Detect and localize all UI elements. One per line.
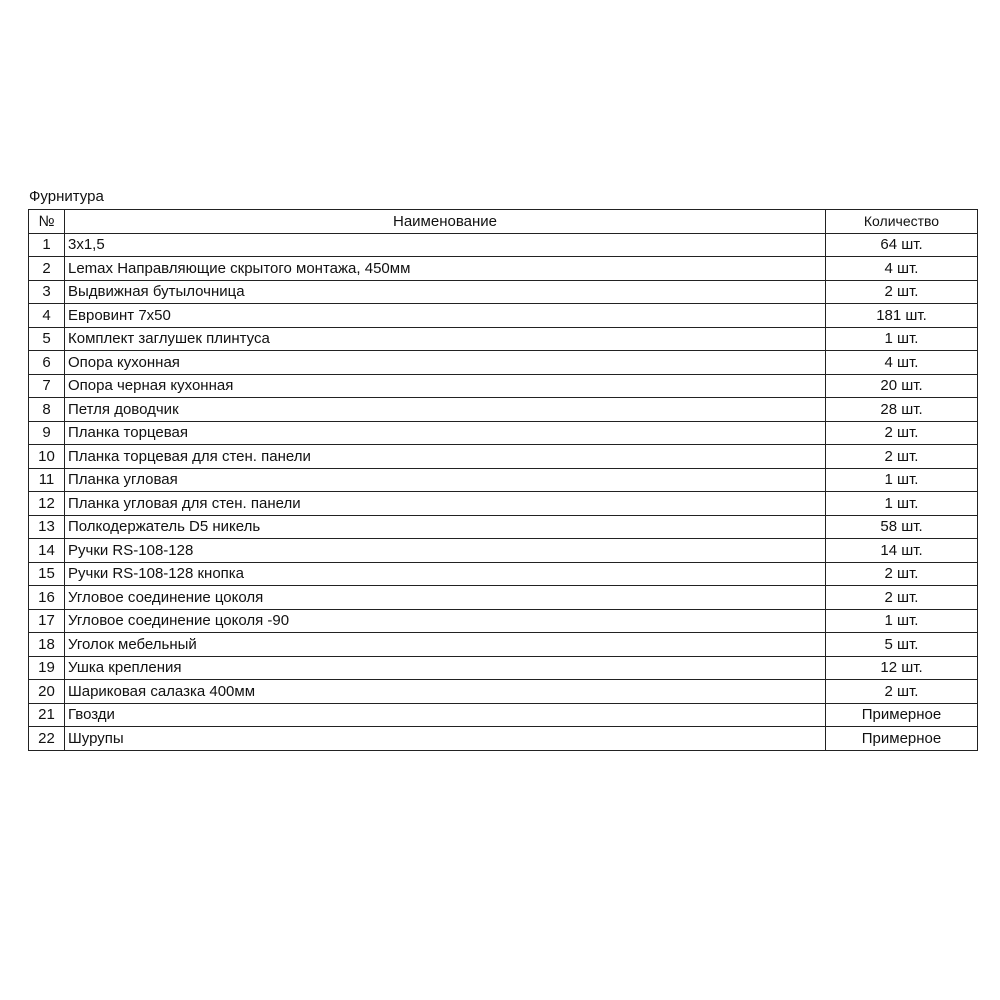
table-row [29,280,978,304]
item-name: Угловое соединение цоколя -90 [65,609,826,633]
table-row [29,656,978,680]
item-name: Шурупы [65,727,826,751]
table-row [29,609,978,633]
table-row [29,445,978,469]
item-quantity: 58 шт. [826,515,978,539]
item-quantity: Примерное [826,727,978,751]
item-quantity: 2 шт. [826,280,978,304]
fittings-table [28,209,978,751]
item-quantity: 64 шт. [826,233,978,257]
table-row [29,633,978,657]
item-name: Планка угловая [65,468,826,492]
row-number: 18 [29,633,65,657]
table-row [29,515,978,539]
table-row [29,727,978,751]
table-row [29,351,978,375]
item-name: Уголок мебельный [65,633,826,657]
item-name: Планка торцевая для стен. панели [65,445,826,469]
item-name: Евровинт 7х50 [65,304,826,328]
row-number: 20 [29,680,65,704]
row-number: 5 [29,327,65,351]
item-quantity: 28 шт. [826,398,978,422]
table-row [29,680,978,704]
item-name: Полкодержатель D5 никель [65,515,826,539]
item-quantity: 4 шт. [826,257,978,281]
table-row [29,468,978,492]
item-name: Комплект заглушек плинтуса [65,327,826,351]
row-number: 13 [29,515,65,539]
row-number: 12 [29,492,65,516]
item-name: Планка угловая для стен. панели [65,492,826,516]
item-quantity: 2 шт. [826,445,978,469]
row-number: 17 [29,609,65,633]
item-name: Петля доводчик [65,398,826,422]
header-number: № [29,210,65,234]
table-row [29,539,978,563]
item-name: Угловое соединение цоколя [65,586,826,610]
item-name: Опора черная кухонная [65,374,826,398]
item-quantity: 2 шт. [826,586,978,610]
table-row [29,398,978,422]
item-quantity: 20 шт. [826,374,978,398]
row-number: 8 [29,398,65,422]
table-row [29,421,978,445]
row-number: 21 [29,703,65,727]
item-quantity: Примерное [826,703,978,727]
row-number: 3 [29,280,65,304]
table-row [29,327,978,351]
item-name: Ручки RS-108-128 [65,539,826,563]
item-name: Планка торцевая [65,421,826,445]
table-row [29,562,978,586]
row-number: 10 [29,445,65,469]
item-name: Гвозди [65,703,826,727]
row-number: 7 [29,374,65,398]
item-quantity: 1 шт. [826,609,978,633]
item-quantity: 5 шт. [826,633,978,657]
item-quantity: 1 шт. [826,492,978,516]
row-number: 14 [29,539,65,563]
document-title: Фурнитура [29,188,104,205]
header-quantity: Количество [826,210,978,234]
row-number: 11 [29,468,65,492]
row-number: 2 [29,257,65,281]
item-quantity: 14 шт. [826,539,978,563]
table-row [29,374,978,398]
item-name: Шариковая салазка 400мм [65,680,826,704]
header-name: Наименование [65,210,826,234]
table-row [29,233,978,257]
table-row [29,492,978,516]
item-name: Ушка крепления [65,656,826,680]
item-name: Ручки RS-108-128 кнопка [65,562,826,586]
item-name: Lemax Направляющие скрытого монтажа, 450мм [65,257,826,281]
table-row [29,304,978,328]
row-number: 16 [29,586,65,610]
item-quantity: 4 шт. [826,351,978,375]
row-number: 4 [29,304,65,328]
table-row [29,257,978,281]
item-quantity: 181 шт. [826,304,978,328]
item-name: 3x1,5 [65,233,826,257]
item-quantity: 1 шт. [826,468,978,492]
row-number: 1 [29,233,65,257]
item-quantity: 1 шт. [826,327,978,351]
item-quantity: 12 шт. [826,656,978,680]
row-number: 22 [29,727,65,751]
item-quantity: 2 шт. [826,562,978,586]
row-number: 15 [29,562,65,586]
row-number: 19 [29,656,65,680]
table-row [29,586,978,610]
item-name: Опора кухонная [65,351,826,375]
item-quantity: 2 шт. [826,421,978,445]
table-row [29,703,978,727]
item-quantity: 2 шт. [826,680,978,704]
row-number: 9 [29,421,65,445]
item-name: Выдвижная бутылочница [65,280,826,304]
table-header-row [29,210,978,234]
row-number: 6 [29,351,65,375]
